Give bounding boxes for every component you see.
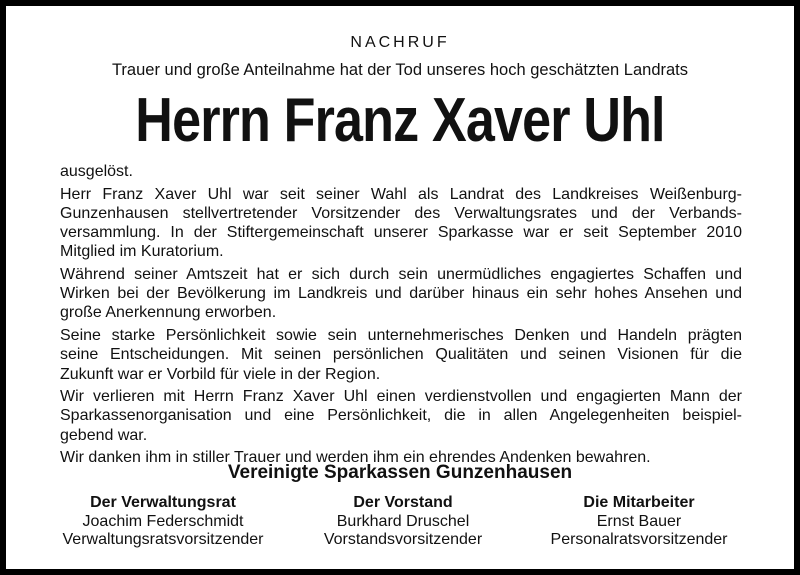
signatory-body: Die Mitarbeiter <box>583 494 695 511</box>
text-line: Mitglied im Kuratorium. <box>60 243 224 261</box>
signatory-role: Personalratsvorsitzender <box>550 531 728 548</box>
signatory-body: Der Vorstand <box>353 494 453 511</box>
signatory-role: Vorstandsvorsitzender <box>323 531 483 548</box>
deceased-name: Herrn Franz Xaver Uhl <box>135 86 665 155</box>
text-line: Seine starke Persönlichkeit sowie sein unternehmerisches Denken und Handeln prägten <box>60 327 742 345</box>
text-line: ausgelöst. <box>60 163 133 180</box>
paragraph <box>60 326 742 384</box>
organization-name: Vereinigte Sparkassen Gunzenhausen <box>227 462 573 483</box>
paragraph <box>60 162 742 181</box>
text-line: Herr Franz Xaver Uhl war seit seiner Wahl als Landrat des Landkreises Weißenburg- <box>60 185 742 203</box>
notice-heading: NACHRUF <box>350 34 450 51</box>
text-line: große Anerkennung erworben. <box>60 304 277 322</box>
text-line: Zukunft war er Vorbild für viele in der Region. <box>60 365 381 383</box>
signatory-column <box>273 494 533 550</box>
text-line: Wirken bei der Bevölkerung im Landkreis und darüber hinaus ein sehr hohes Ansehen und <box>60 285 742 303</box>
paragraph <box>60 185 742 262</box>
signatory-person: Burkhard Druschel <box>336 512 470 530</box>
text-line: seine Entscheidungen. Mit seinen persönlichen Qualitäten und seinen Visionen für die <box>60 346 742 364</box>
text-line: Gunzenhausen stellvertretender Vorsitzender des Verwaltungsrates und der Verbands- <box>60 204 742 222</box>
signatory-person: Ernst Bauer <box>596 512 682 530</box>
text-line: gebend war. <box>60 426 148 444</box>
paragraph <box>60 387 742 445</box>
signatory-body: Der Verwaltungsrat <box>90 494 236 511</box>
text-line: Während seiner Amtszeit hat er sich durch sein unermüdliches engagiertes Schaffen und <box>60 266 742 284</box>
text-line: Wir danken ihm in stiller Trauer und werden ihm ein ehrendes Andenken bewahren. <box>60 449 651 467</box>
intro-line: Trauer und große Anteilnahme hat der Tod unseres hoch geschätzten Landrats <box>111 61 689 79</box>
obituary-body <box>60 162 742 471</box>
signatory-column <box>509 494 769 550</box>
signatory-role: Verwaltungsratsvorsitzender <box>62 531 264 548</box>
text-line: Wir verlieren mit Herrn Franz Xaver Uhl einen verdienstvollen und engagierten Mann der <box>60 388 742 406</box>
obituary-notice <box>6 6 794 569</box>
signatory-person: Joachim Federschmidt <box>82 512 244 530</box>
text-line: Sparkassenorganisation und eine Persönlichkeit, die in allen Angelegenheiten beispiel- <box>60 407 742 425</box>
signatory-column <box>33 494 293 550</box>
paragraph <box>60 265 742 323</box>
text-line: versammlung. In der Stiftergemeinschaft unserer Sparkasse war er seit September 2010 <box>60 224 742 242</box>
